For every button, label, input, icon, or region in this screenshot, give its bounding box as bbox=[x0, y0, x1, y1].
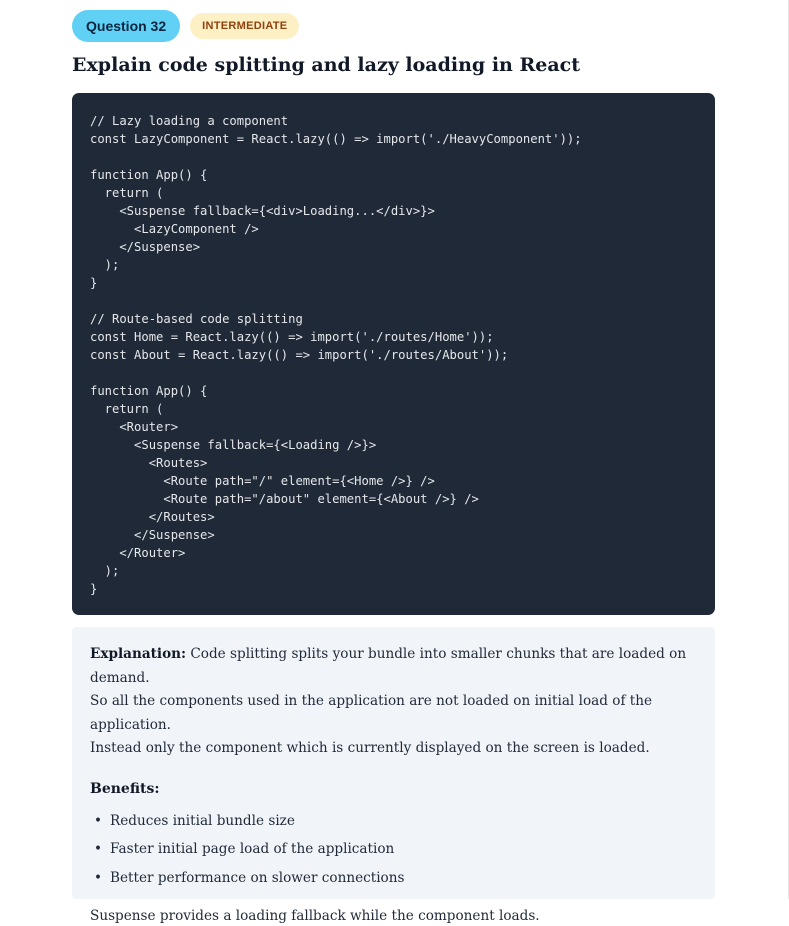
bullet-icon: • bbox=[94, 812, 103, 829]
closing-note: Suspense provides a loading fallback while the component loads. bbox=[90, 908, 540, 924]
code-line: return ( bbox=[90, 186, 164, 200]
code-line: <Routes> bbox=[90, 456, 208, 470]
code-line: const LazyComponent = React.lazy(() => import('./HeavyComponent')); bbox=[90, 132, 582, 146]
benefit-text: Reduces initial bundle size bbox=[110, 812, 295, 829]
code-line: <Suspense fallback={<Loading />}> bbox=[90, 438, 377, 452]
explanation-box bbox=[72, 627, 715, 924]
code-line: <Suspense fallback={<div>Loading...</div>}> bbox=[90, 204, 435, 218]
code-line: // Lazy loading a component bbox=[90, 114, 289, 128]
question-title: Explain code splitting and lazy loading in React bbox=[72, 54, 580, 76]
explanation-text-line: Code splitting splits your bundle into smaller chunks that are loaded on demand. bbox=[90, 646, 687, 686]
explanation-text-line: Instead only the component which is currently displayed on the screen is loaded. bbox=[90, 740, 650, 756]
code-line: return ( bbox=[90, 402, 164, 416]
benefits-list bbox=[90, 811, 697, 897]
code-content bbox=[90, 112, 697, 598]
code-line: </Routes> bbox=[90, 510, 215, 524]
code-line: function App() { bbox=[90, 384, 208, 398]
code-line: <Router> bbox=[90, 420, 179, 434]
code-line: } bbox=[90, 276, 98, 290]
code-line: </Router> bbox=[90, 546, 186, 560]
list-item bbox=[94, 868, 697, 897]
benefit-text: Better performance on slower connections bbox=[110, 869, 405, 886]
benefits-heading: Benefits: bbox=[90, 780, 160, 797]
code-line: function App() { bbox=[90, 168, 208, 182]
question-number-badge: Question 32 bbox=[72, 10, 180, 42]
bullet-icon: • bbox=[94, 841, 103, 857]
code-line: <Route path="/about" element={<About />} /> bbox=[90, 492, 479, 506]
difficulty-badge: INTERMEDIATE bbox=[190, 13, 299, 39]
code-line: </Suspense> bbox=[90, 240, 201, 254]
code-line: <LazyComponent /> bbox=[90, 222, 259, 236]
code-line: } bbox=[90, 582, 98, 596]
list-item bbox=[94, 839, 697, 868]
code-line: ); bbox=[90, 564, 120, 578]
benefit-text: Faster initial page load of the application bbox=[110, 841, 395, 857]
question-badges bbox=[72, 10, 299, 42]
list-item bbox=[94, 811, 697, 840]
code-line: <Route path="/" element={<Home />} /> bbox=[90, 474, 435, 488]
code-line: const About = React.lazy(() => import('./routes/About')); bbox=[90, 348, 509, 362]
bullet-icon: • bbox=[94, 869, 103, 886]
code-line: ); bbox=[90, 258, 120, 272]
explanation-text-line: So all the components used in the application are not loaded on initial load of the application. bbox=[90, 693, 653, 733]
explanation-label: Explanation: bbox=[90, 646, 187, 662]
code-line: // Route-based code splitting bbox=[90, 312, 303, 326]
code-block bbox=[72, 93, 715, 615]
code-line: </Suspense> bbox=[90, 528, 215, 542]
explanation-paragraph bbox=[90, 643, 697, 761]
code-line: const Home = React.lazy(() => import('./routes/Home')); bbox=[90, 330, 494, 344]
